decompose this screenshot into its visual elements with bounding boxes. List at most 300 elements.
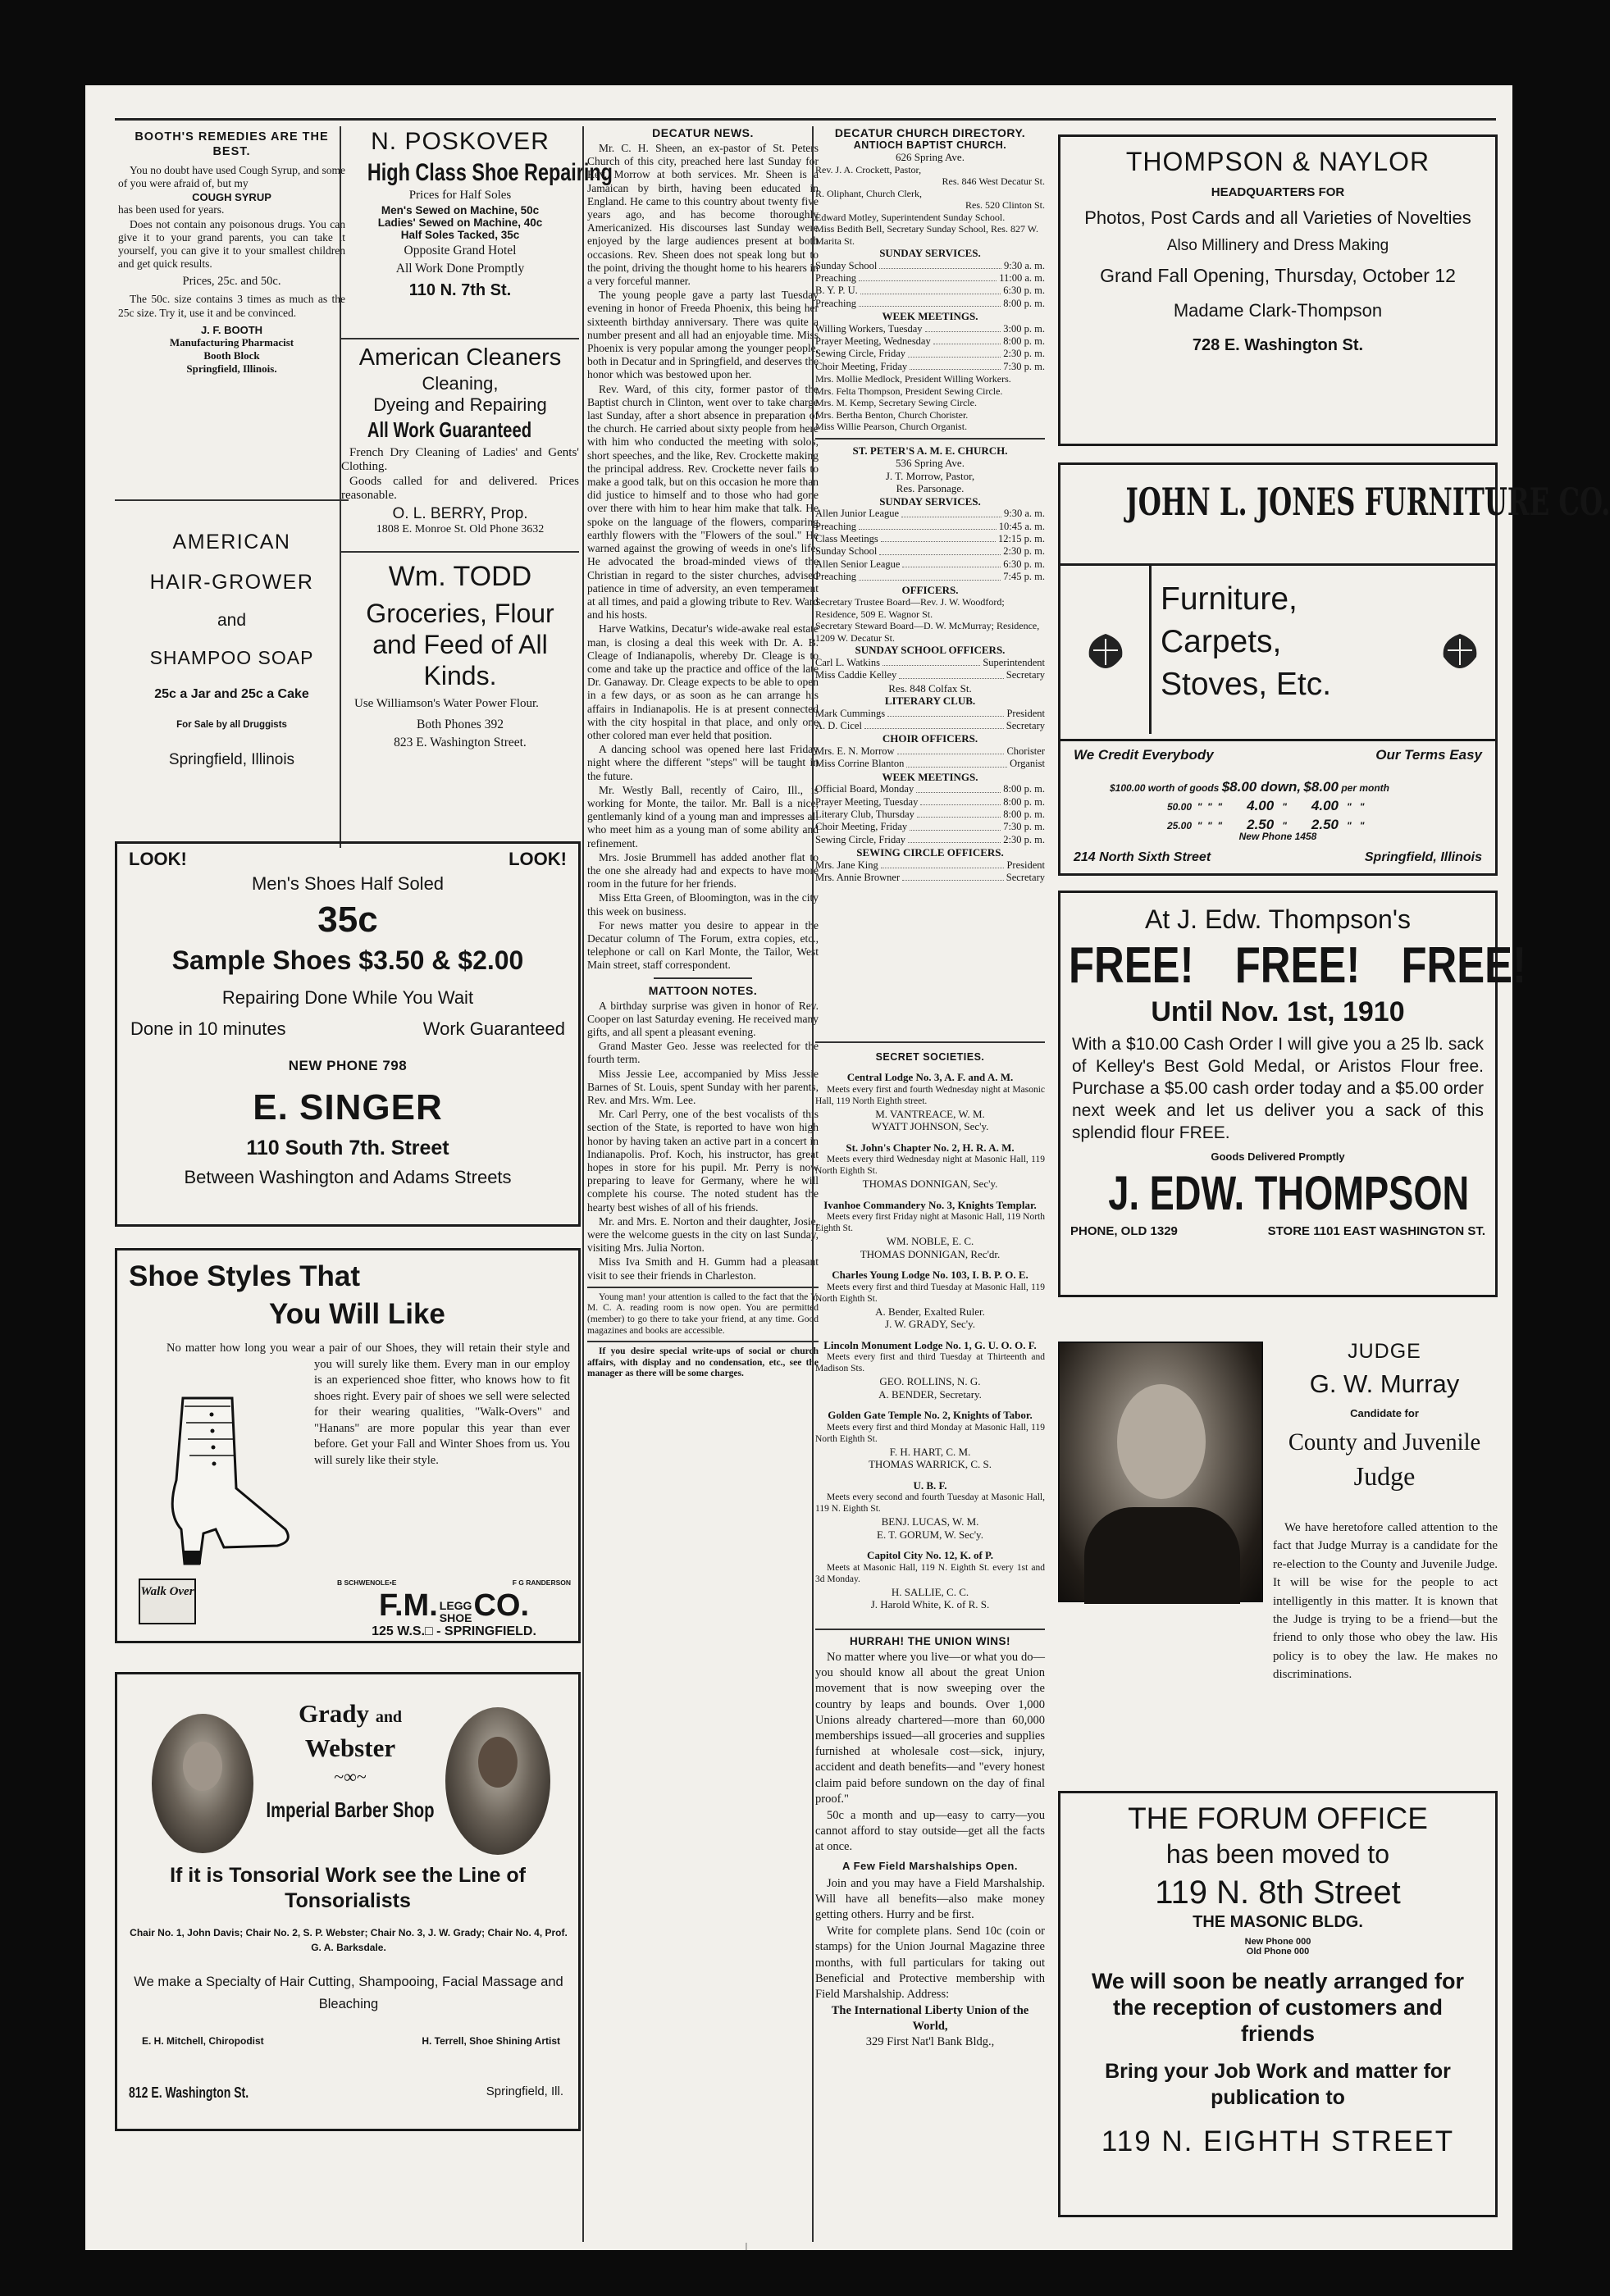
- row-value: 8:00 p. m.: [1003, 808, 1045, 820]
- naylor-l1: Photos, Post Cards and all Varieties of Novelties: [1084, 207, 1471, 228]
- jedw-free-3: FREE!: [1401, 937, 1526, 994]
- dir-a4: R. Oliphant, Church Clerk,: [815, 187, 922, 199]
- rule: [587, 1341, 819, 1342]
- dot-leader: [908, 348, 1001, 357]
- directory-row: [815, 758, 1045, 770]
- jedw-free-2: FREE!: [1234, 937, 1361, 994]
- murray-judge: JUDGE: [1348, 1340, 1421, 1363]
- jones-l1: Furniture,: [1161, 581, 1298, 617]
- shoes-title2: You Will Like: [269, 1298, 445, 1330]
- row-label: Allen Senior League: [815, 558, 901, 570]
- forum-p2: Old Phone 000: [1246, 1947, 1310, 1957]
- row-label: Literary Club, Thursday: [815, 808, 914, 820]
- murray-cand: Candidate for: [1350, 1407, 1419, 1419]
- rule: [341, 338, 579, 339]
- directory-row: [815, 533, 1045, 545]
- dir-b4: Mrs. Bertha Benton, Church Chorister.: [815, 408, 969, 421]
- dot-leader: [933, 335, 1001, 344]
- union-p3: Join and you may have a Field Marshalship. Will have all benefits—also make money getting others. Hurry and be first.: [815, 1876, 1045, 1922]
- lodge-meeting: Meets every first and third Tuesday at Thirteenth and Madison Sts.: [815, 1352, 1045, 1374]
- lodge-officer: H. SALLIE, C. C.: [891, 1585, 969, 1598]
- forum-l6: Bring your Job Work and matter for publication to: [1105, 2060, 1451, 2109]
- jones-l3: Stoves, Etc.: [1161, 667, 1332, 702]
- decatur-para-8: Miss Etta Green, of Bloomington, was in the city this week on business.: [587, 891, 819, 918]
- dir-off-head: OFFICERS.: [901, 583, 959, 596]
- lodge-meeting: Meets every first and third Tuesday at Masonic Hall, 119 North Eighth St.: [815, 1282, 1045, 1304]
- top-rule: [115, 118, 1496, 121]
- decatur-para-3: Rev. Ward, of this city, former pastor of the Baptist church in Clinton, went over to take charge last Sunday, after a short absence in preparation of the church. He carried about sixty people from here with him who conducted the meeting with solos, short speeches, and the like, Rev. Crockette making the principal address. Rev. Crockette never fails to make a good talk, but on this occasion he more than did justice to himself and to those who had gone over there with him to hear him make that talk. He spoke on the language of the flowers, comparing earthly flowers with the "Flowers of the soul." He warned against the growing of weeds in one's life. He advocated the broad-minded views of the Christian in regard to the sister churches, advised patience in time of adversity, an even temperament at all times, and paid a glowing tribute to Rev. Ward and his hosts.: [587, 382, 819, 622]
- logo-fm: F.M.: [378, 1588, 438, 1623]
- directory-row: [815, 545, 1045, 558]
- singer-price: 35c: [317, 900, 378, 940]
- lodge-officer: BENJ. LUCAS, W. M.: [881, 1515, 979, 1528]
- lodge-officer: M. VANTREACE, W. M.: [875, 1107, 985, 1120]
- row-value: 11:00 a. m.: [999, 271, 1045, 284]
- dot-leader: [859, 521, 997, 530]
- row-label: B. Y. P. U.: [815, 285, 858, 297]
- dot-leader: [916, 783, 1001, 792]
- dir-ss-list: [815, 657, 1045, 682]
- dir-a6: Edward Motley, Superintendent Sunday School.: [815, 211, 1006, 223]
- cleaners-l2: Dyeing and Repairing: [373, 394, 547, 415]
- dot-leader: [860, 285, 1001, 294]
- dir-sew-list: [815, 859, 1045, 885]
- dir-s3: Res. Parsonage.: [896, 482, 965, 495]
- directory-row: [815, 298, 1045, 310]
- dir-a5: Res. 520 Clinton St.: [965, 199, 1045, 211]
- grady-photo: [152, 1714, 253, 1853]
- dot-leader: [906, 758, 1007, 767]
- row-value: Chorister: [1006, 745, 1045, 757]
- dir-sew-head: SEWING CIRCLE OFFICERS.: [856, 846, 1004, 859]
- mattoon-para-5: Mr. and Mrs. E. Norton and their daughter, Josie, were the welcome guests in the city on last Sunday, visiting Mrs. Julia Norton.: [587, 1214, 819, 1255]
- decatur-para-7: Mrs. Josie Brummell has added another flat to the one she already had and expects to have more room in the future for her friends.: [587, 850, 819, 891]
- hair-l6: For Sale by all Druggists: [176, 720, 287, 730]
- grady-face: [183, 1742, 222, 1791]
- dir-week2-list: [815, 783, 1045, 846]
- lodge-meeting: Meets every second and fourth Tuesday at Masonic Hall, 119 N. Eighth St.: [815, 1492, 1045, 1514]
- poskover-l3: Ladies' Sewed on Machine, 40c: [377, 216, 543, 229]
- thompson-naylor-ad: [1058, 134, 1498, 446]
- rule: [815, 438, 1045, 440]
- dot-leader: [899, 669, 1004, 678]
- union-org: The International Liberty Union of the World,: [831, 2004, 1029, 2034]
- singer-l3: Repairing Done While You Wait: [221, 987, 474, 1008]
- directory-row: [815, 361, 1045, 373]
- directory-row: [815, 834, 1045, 846]
- dir-a1: 626 Spring Ave.: [896, 151, 965, 163]
- dir-o1: Secretary Trustee Board—Rev. J. W. Woodford; Residence, 509 E. Wagnor St.: [815, 596, 1005, 620]
- row-label: Sewing Circle, Friday: [815, 833, 906, 845]
- legg-logo: [337, 1588, 571, 1624]
- singer-look2: LOOK!: [509, 849, 567, 869]
- murray-p: We have heretofore called attention to the fact that Judge Murray is a candidate for the re-election to the County and Juvenile Judge. It will be wise for the people to act intelligently in this matter. It is known that the Judge is trying to be a friend—but the friend to only those who obey the law. His policy is to obey the law. He makes no discriminations.: [1273, 1521, 1498, 1682]
- decatur-para-1: Mr. C. H. Sheen, an ex-pastor of St. Peters Church of this city, preached here last Sunday for Rev. Morrow at both services. Mr. Sheen is a Jamaican by birth, having been educated in England. He came to this country about twenty five years ago, and has become thoroughly Americanized. His discourses last Sunday were enjoyed by the large audiences present at both occasions. Rev. Sheen does not speak long but to the point, driving the thought home to his hearers in a very forceful manner.: [587, 142, 819, 288]
- grady-p: We make a Specialty of Hair Cutting, Shampooing, Facial Massage and Bleaching: [134, 1975, 563, 2011]
- dir-sunday2-head: SUNDAY SERVICES.: [879, 494, 981, 508]
- row-value: 6:30 p. m.: [1003, 285, 1045, 297]
- rule: [341, 551, 579, 553]
- row-value: 6:30 p. m.: [1003, 558, 1045, 570]
- row-label: Carl L. Watkins: [815, 656, 880, 668]
- dir-b2: Mrs. Felta Thompson, President Sewing Circle.: [815, 385, 1003, 397]
- lodge-officer: E. T. GORUM, W. Sec'y.: [877, 1528, 983, 1541]
- row-label: Official Board, Monday: [815, 783, 914, 795]
- row-value: 8:00 p. m.: [1003, 335, 1045, 348]
- row-value: 7:45 p. m.: [1003, 571, 1045, 583]
- poskover-title: High Class Shoe Repairing: [367, 159, 613, 186]
- lodge-entry: [815, 1071, 1045, 1133]
- lodge-officer: A. BENDER, Secretary.: [878, 1387, 982, 1401]
- dot-leader: [920, 796, 1001, 805]
- hair-l2: HAIR-GROWER: [149, 571, 314, 594]
- dir-s1: 536 Spring Ave.: [896, 457, 965, 470]
- decatur-para-2: The young people gave a party last Tuesday evening in honor of Freeda Phoenix, this being her sixteenth birthday anniversary. There was quite a number present and all had an enjoyable time. Miss Phoenix is very popular among the younger people, both in Decatur and in Springfield, and deserves the honor which was bestowed upon her.: [587, 289, 819, 381]
- todd-ad: [341, 556, 579, 817]
- grady-t2: Webster: [304, 1733, 396, 1762]
- rule: [1060, 563, 1495, 566]
- directory-row: [815, 708, 1045, 720]
- todd-name: Wm. TODD: [388, 561, 532, 592]
- secret-societies: [815, 1046, 1045, 1637]
- row-label: Sewing Circle, Friday: [815, 348, 906, 360]
- grady-n1: E. H. Mitchell, Chiropodist: [142, 2035, 264, 2047]
- grady-t1: Grady: [298, 1699, 370, 1728]
- lodge-meeting: Meets every first and fourth Wednesday night at Masonic Hall, 119 North Eighth street.: [815, 1084, 1045, 1106]
- forum-l1: THE FORUM OFFICE: [1128, 1802, 1428, 1835]
- dir-ss-head: SUNDAY SCHOOL OFFICERS.: [855, 644, 1006, 657]
- dir-b1: Mrs. Mollie Medlock, President Willing Workers.: [815, 373, 1011, 385]
- jones-t1a: $100.00 worth of goods: [1110, 782, 1220, 794]
- jones-t2c: 4.00: [1311, 798, 1339, 813]
- dot-leader: [925, 323, 1001, 332]
- poskover-name: N. POSKOVER: [371, 128, 550, 155]
- jones-t1d: per month: [1341, 782, 1389, 794]
- row-value: 2:30 p. m.: [1003, 348, 1045, 360]
- row-value: Secretary: [1006, 669, 1045, 681]
- booth-ad: [115, 126, 349, 530]
- dir-week-head: WEEK MEETINGS.: [882, 310, 978, 323]
- row-value: 7:30 p. m.: [1003, 821, 1045, 833]
- decatur-head: DECATUR NEWS.: [652, 126, 754, 139]
- directory-row: [815, 260, 1045, 272]
- directory-row: [815, 558, 1045, 571]
- singer-l2: Sample Shoes $3.50 & $2.00: [171, 945, 524, 975]
- forum-office-ad: [1058, 1791, 1498, 2217]
- poskover-l7: 110 N. 7th St.: [408, 281, 512, 299]
- jones-phone: New Phone 1458: [1238, 831, 1317, 842]
- grady-city: Springfield, Ill.: [486, 2084, 563, 2098]
- jones-t1b: $8.00 down,: [1221, 779, 1302, 795]
- dot-leader: [902, 872, 1004, 881]
- row-label: Prayer Meeting, Wednesday: [815, 335, 931, 348]
- singer-l4a: Done in 10 minutes: [130, 1018, 286, 1039]
- dir-s2: J. T. Morrow, Pastor,: [885, 469, 975, 482]
- grady-chairs: Chair No. 1, John Davis; Chair No. 2, S. P. Webster; Chair No. 3, J. W. Grady; Chair No. 4, Prof. G. A. Barksdale.: [130, 1927, 568, 1953]
- singer-phone: NEW PHONE 798: [288, 1058, 408, 1073]
- forum-l4: THE MASONIC BLDG.: [1193, 1913, 1363, 1931]
- row-label: Sunday School: [815, 545, 878, 558]
- lodge-meeting: Meets every first and third Monday at Masonic Hall, 119 North Eighth St.: [815, 1422, 1045, 1444]
- dir-antioch: ANTIOCH BAPTIST CHURCH.: [853, 139, 1007, 151]
- forum-l7: 119 N. EIGHTH STREET: [1101, 2125, 1455, 2157]
- singer-ad: [115, 841, 581, 1227]
- logo-legg: LEGG: [439, 1598, 472, 1612]
- decatur-para-6: Mr. Westly Ball, recently of Cairo, Ill., is working for Monte, the tailor. Mr. Ball is a nice, gentlemanly kind of a young man and impresses all who meet him as a young man of some ability and refinement.: [587, 783, 819, 850]
- cleaners-l3: All Work Guaranteed: [367, 417, 532, 442]
- mattoon-para-6: Miss Iva Smith and H. Gumm had a pleasant visit to see their friends in Charleston.: [587, 1255, 819, 1282]
- cleaners-title: American Cleaners: [358, 344, 562, 371]
- cleaners-ad: [341, 343, 579, 548]
- jones-lines: [1161, 578, 1331, 706]
- directory-row: [815, 521, 1045, 533]
- decatur-para-5: A dancing school was opened here last Friday night where the different "steps" will be taught in the future.: [587, 743, 819, 782]
- directory-row: [815, 285, 1045, 297]
- hair-l1: AMERICAN: [172, 531, 291, 554]
- shoes-small2: F G RANDERSON: [512, 1578, 571, 1587]
- row-label: A. D. Cicel: [815, 719, 862, 731]
- singer-look1: LOOK!: [129, 849, 187, 869]
- col-rule: [582, 126, 584, 2242]
- dir-sunday-head: SUNDAY SERVICES.: [879, 247, 981, 259]
- rule: [1060, 739, 1495, 741]
- row-label: Mrs. Annie Browner: [815, 872, 901, 884]
- murray-ad: [1058, 1314, 1498, 1801]
- lodge-entry: [815, 1339, 1045, 1401]
- row-value: Secretary: [1006, 872, 1045, 884]
- forum-l2: has been moved to: [1165, 1839, 1390, 1869]
- row-label: Sunday School: [815, 259, 878, 271]
- directory-row: [815, 657, 1045, 669]
- singer-addr: 110 South 7th. Street: [246, 1137, 449, 1159]
- row-label: Allen Junior League: [815, 508, 900, 520]
- union-head: HURRAH! THE UNION WINS!: [850, 1635, 1010, 1647]
- booth-name: J. F. BOOTH: [200, 323, 263, 336]
- row-value: 10:45 a. m.: [998, 520, 1045, 532]
- dot-leader: [879, 545, 1001, 554]
- secret-list: [815, 1071, 1045, 1611]
- dir-sunday-list: [815, 260, 1045, 311]
- murray-face: [1117, 1384, 1206, 1499]
- lodge-officer: A. Bender, Exalted Ruler.: [875, 1305, 985, 1318]
- decatur-news: [587, 123, 819, 2239]
- naylor-l2: Also Millinery and Dress Making: [1166, 237, 1389, 254]
- booth-product: COUGH SYRUP: [192, 191, 271, 204]
- row-value: 8:00 p. m.: [1003, 795, 1045, 808]
- booth-l2: Booth Block: [203, 348, 260, 362]
- union-sub: A Few Field Marshalships Open.: [842, 1859, 1018, 1872]
- jones-terms: Our Terms Easy: [1375, 747, 1482, 763]
- row-label: Preaching: [815, 297, 856, 309]
- dot-leader: [897, 745, 1005, 754]
- directory-row: [815, 859, 1045, 872]
- row-value: 2:30 p. m.: [1003, 545, 1045, 558]
- dot-leader: [859, 272, 997, 281]
- union-p2: 50c a month and up—easy to carry—you cannot afford to stay outside—get all the facts at once.: [815, 1809, 1045, 1854]
- dir-lit-head: LITERARY CLUB.: [884, 695, 976, 707]
- directory-row: [815, 323, 1045, 335]
- dot-leader: [864, 720, 1004, 729]
- murray-name: G. W. Murray: [1309, 1369, 1460, 1398]
- grady-shop: Imperial Barber Shop: [266, 1797, 435, 1822]
- forum-l5: We will soon be neatly arranged for the reception of customers and friends: [1091, 1969, 1465, 2046]
- row-label: Preaching: [815, 520, 856, 532]
- jones-credit: We Credit Everybody: [1074, 747, 1214, 763]
- dot-leader: [881, 533, 996, 542]
- cleaners-l1: Cleaning,: [422, 373, 499, 394]
- dir-head: DECATUR CHURCH DIRECTORY.: [834, 126, 1026, 139]
- poskover-l2: Men's Sewed on Machine, 50c: [381, 204, 540, 216]
- lodge-meeting: Meets at Masonic Hall, 119 N. Eighth St. every 1st and 3d Monday.: [815, 1562, 1045, 1584]
- ornament-icon: [1085, 632, 1126, 670]
- ornament-icon: [1439, 632, 1480, 670]
- walk-over-brand: Walk Over: [140, 1585, 194, 1598]
- directory-row: [815, 783, 1045, 795]
- jones-t3a: 25.00: [1167, 820, 1193, 831]
- row-value: Superintendent: [983, 656, 1045, 668]
- row-value: 7:30 p. m.: [1003, 360, 1045, 372]
- mattoon-para-3: Miss Jessie Lee, accompanied by Miss Jessie Barnes of St. Louis, spent Sunday with her parents, Rev. and Mrs. Wm. Lee.: [587, 1067, 819, 1107]
- union-article: [815, 1632, 1045, 2242]
- union-addr: 329 First Nat'l Bank Bldg.,: [865, 2035, 995, 2049]
- poskover-l5: Opposite Grand Hotel: [404, 244, 517, 257]
- jedw-deliv: Goods Delivered Promptly: [1211, 1150, 1345, 1163]
- church-directory: [815, 123, 1045, 1041]
- row-value: President: [1006, 707, 1045, 719]
- mattoon-notice2: If you desire special write-ups of social or church affairs, with display and no condensation, etc., see the manager as there will be some charges.: [587, 1346, 819, 1379]
- murray-l1: County and Juvenile: [1288, 1428, 1481, 1456]
- grady-addr: 812 E. Washington St.: [129, 2084, 249, 2101]
- rule: [587, 1287, 819, 1288]
- singer-name: E. SINGER: [253, 1087, 443, 1128]
- directory-row: [815, 872, 1045, 884]
- row-label: Preaching: [815, 571, 856, 583]
- row-label: Choir Meeting, Friday: [815, 821, 908, 833]
- directory-row: [815, 272, 1045, 285]
- cleaners-p2: Goods called for and delivered. Prices reasonable.: [341, 475, 579, 502]
- jedw-phone: PHONE, OLD 1329: [1070, 1224, 1178, 1238]
- poskover-l4: Half Soles Tacked, 35c: [400, 229, 520, 241]
- lodge-officer: THOMAS DONNIGAN, Sec'y.: [862, 1178, 998, 1190]
- hair-grower-ad: [115, 508, 349, 819]
- hair-l4: SHAMPOO SOAP: [149, 647, 314, 668]
- lodge-entry: [815, 1199, 1045, 1261]
- jones-t3b: 2.50: [1247, 817, 1275, 832]
- row-value: 9:30 a. m.: [1004, 259, 1045, 271]
- directory-row: [815, 821, 1045, 833]
- forum-p1: New Phone 000: [1244, 1937, 1311, 1947]
- lodge-entry: [815, 1269, 1045, 1331]
- shoes-small1: B SCHWENOLE•E: [337, 1578, 397, 1587]
- booth-p4: The 50c. size contains 3 times as much as the 25c size. Try it, use it and be convinced.: [118, 293, 345, 319]
- jones-terms-table: $100.00 worth of goods $8.00 down, $8.00 per month 50.00 " " " 4.00 " 4.00 " " 25.00 " " " 2.50 " 2.50 " ": [1110, 779, 1389, 832]
- mattoon-head: MATTOON NOTES.: [648, 983, 758, 997]
- booth-p1: You no doubt have used Cough Syrup, and some of you were afraid of, but my: [118, 164, 345, 190]
- footer-mark: |: [745, 2240, 748, 2252]
- rule: [815, 1629, 1045, 1630]
- jones-furniture-ad: [1058, 462, 1610, 876]
- rule: [115, 499, 349, 501]
- dir-ss-res: Res. 848 Colfax St.: [888, 681, 972, 695]
- lodge-officer: F. H. HART, C. M.: [889, 1445, 971, 1458]
- row-value: 2:30 p. m.: [1003, 833, 1045, 845]
- dir-week-list: [815, 323, 1045, 374]
- dir-choir-head: CHOIR OFFICERS.: [882, 732, 978, 745]
- dot-leader: [917, 809, 1001, 818]
- row-value: 3:00 p. m.: [1003, 322, 1045, 335]
- dir-o2: Secretary Steward Board—D. W. McMurray; Residence, 1209 W. Decatur St.: [815, 620, 1040, 644]
- row-label: Miss Corrine Blanton: [815, 758, 905, 770]
- poskover-ad: [341, 126, 613, 379]
- naylor-l4: Madame Clark-Thompson: [1173, 300, 1383, 321]
- decatur-para-4: Harve Watkins, Decatur's wide-awake real estate man, is closing a deal this week with Dr. A. B. Cleage of Indianapolis, whereby Dr. Cleage is to come and take up the practice and office of the late Dr. Ganaway. Dr. Cleage expects to be able to open in a few days, or as soon as he can arrange his affairs in Indianapolis. He is at present connected with the city hospital in that place, and only one other colored man ever held that position.: [587, 622, 819, 741]
- lodge-entry: [815, 1549, 1045, 1611]
- logo-co: CO.: [473, 1588, 530, 1623]
- row-label: Mrs. Jane King: [815, 859, 878, 871]
- lodge-name: Ivanhoe Commandery No. 3, Knights Templar.: [823, 1198, 1037, 1211]
- jedw-free-1: FREE!: [1069, 937, 1194, 994]
- row-label: Miss Caddie Kelley: [815, 669, 897, 681]
- shoes-addr: 125 W.S.□ - SPRINGFIELD.: [372, 1624, 536, 1638]
- lodge-name: Capitol City No. 12, K. of P.: [866, 1549, 994, 1561]
- dir-sunday2-list: [815, 508, 1045, 583]
- short-rule: [654, 977, 752, 979]
- flourish-ornament: ~∞~: [334, 1766, 367, 1787]
- jedw-until: Until Nov. 1st, 1910: [1151, 996, 1405, 1027]
- row-value: Organist: [1010, 758, 1045, 770]
- dir-lit-list: [815, 708, 1045, 733]
- dot-leader: [859, 571, 1001, 580]
- directory-row: [815, 669, 1045, 681]
- jones-title: JOHN L. JONES FURNITURE CO.: [1125, 480, 1610, 524]
- murray-l2: Judge: [1353, 1461, 1416, 1491]
- col-rule: [812, 126, 814, 2242]
- dir-b3: Mrs. M. Kemp, Secretary Sewing Circle.: [815, 397, 977, 409]
- jones-addr: 214 North Sixth Street: [1074, 850, 1211, 864]
- todd-l1: Groceries, Flour and Feed of All Kinds.: [366, 599, 554, 690]
- lodge-name: Lincoln Monument Lodge No. 1, G. U. O. O. F.: [823, 1338, 1037, 1351]
- booth-prices: Prices, 25c. and 50c.: [182, 275, 281, 289]
- singer-l1: Men's Shoes Half Soled: [251, 873, 445, 894]
- booth-l1: Manufacturing Pharmacist: [169, 335, 294, 348]
- dir-b5: Miss Willie Pearson, Church Organist.: [815, 421, 968, 433]
- lodge-meeting: Meets every third Wednesday night at Masonic Hall, 119 North Eighth St.: [815, 1155, 1045, 1176]
- shoes-title1: Shoe Styles That: [129, 1260, 361, 1292]
- dot-leader: [881, 859, 1005, 868]
- murray-photo: [1058, 1342, 1263, 1602]
- jones-t2a: 50.00: [1167, 801, 1193, 813]
- directory-row: [815, 571, 1045, 583]
- hair-l7: Springfield, Illinois: [168, 751, 295, 768]
- lodge-officer: WM. NOBLE, E. C.: [886, 1235, 974, 1247]
- todd-p: Use Williamson's Water Power Flour.: [354, 697, 539, 710]
- directory-row: [815, 348, 1045, 360]
- jones-l2: Carpets,: [1161, 624, 1282, 659]
- dir-week2-head: WEEK MEETINGS.: [882, 770, 978, 783]
- dot-leader: [879, 260, 1001, 269]
- lodge-officer: THOMAS WARRICK, C. S.: [868, 1458, 992, 1470]
- directory-row: [815, 796, 1045, 809]
- grady-n2: H. Terrell, Shoe Shining Artist: [422, 2035, 560, 2047]
- grady-title: [257, 1699, 444, 1729]
- shoe-styles-ad: [115, 1248, 581, 1643]
- row-value: 8:00 p. m.: [1003, 297, 1045, 309]
- logo-shoe: SHOE: [439, 1610, 472, 1624]
- mattoon-para-1: A birthday surprise was given in honor of Rev. Cooper on last Saturday evening. He received many gifts, and all spent a pleasant evening.: [587, 999, 819, 1038]
- row-value: 12:15 p. m.: [998, 533, 1045, 545]
- poskover-l1: Prices for Half Soles: [408, 189, 512, 202]
- dir-choir-list: [815, 745, 1045, 771]
